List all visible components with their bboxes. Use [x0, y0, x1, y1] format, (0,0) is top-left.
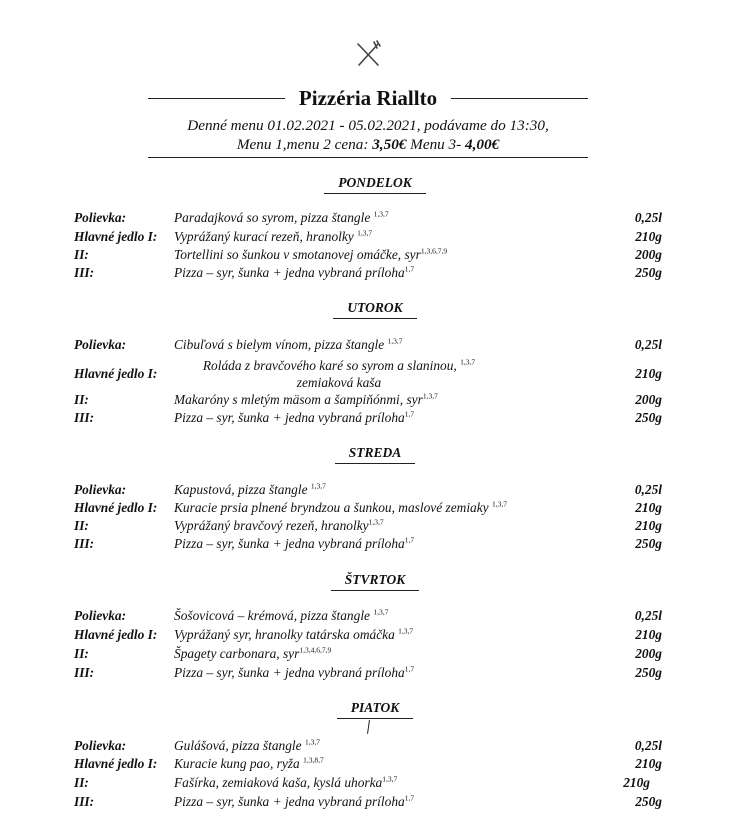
menu-row — [0, 646, 750, 665]
row-qty: 200g — [635, 646, 662, 661]
row-label: II: — [74, 247, 89, 262]
menu-subtitle — [148, 116, 588, 154]
subtitle-line-1: Denné menu 01.02.2021 - 05.02.2021, podávame do 13:30, — [187, 117, 549, 134]
menu-row — [0, 247, 750, 266]
row-dish: Kuracie kung pao, ryža $^{1,3,8,7}$ — [174, 755, 324, 771]
row-qty: 210g — [635, 518, 662, 533]
day-heading-piatok: PIATOK — [0, 700, 750, 719]
row-qty: 250g — [635, 536, 662, 551]
row-dish: Pizza – syr, šunka + jedna vybraná príloha$^{1,7}$ — [174, 264, 415, 280]
row-dish: Pizza – syr, šunka + jedna vybraná príloha$^{1,7}$ — [174, 535, 415, 551]
row-dish: Makaróny s mletým mäsom a šampiňónmi, syr$^{1,3,7}$ — [174, 391, 438, 407]
subtitle-menu12: Menu 1,menu 2 cena: — [236, 136, 369, 153]
row-qty: 200g — [635, 247, 662, 262]
row-label: Polievka: — [74, 482, 127, 497]
row-label: Hlavné jedlo I: — [74, 366, 158, 381]
row-dish: Tortellini so šunkou v smotanovej omáčke, syr$^{1,3,6,7,9}$ — [174, 246, 448, 262]
row-qty: 210g — [635, 500, 662, 515]
row-label: Polievka: — [74, 337, 127, 352]
row-qty: 0,25l — [634, 608, 662, 623]
menu-row — [0, 756, 750, 775]
row-label: III: — [74, 536, 95, 551]
row-label: II: — [74, 518, 89, 533]
page-title: Pizzéria Riallto — [298, 86, 438, 110]
menu-row — [0, 229, 750, 248]
row-qty: 210g — [635, 756, 662, 771]
stray-mark — [367, 720, 371, 734]
row-label: II: — [74, 775, 89, 790]
menu-row — [0, 518, 750, 537]
row-label: II: — [74, 392, 89, 407]
menu-row — [0, 500, 750, 519]
title-row — [148, 86, 588, 111]
row-dish: Pizza – syr, šunka + jedna vybraná príloha$^{1,7}$ — [174, 409, 415, 425]
row-dish: Cibuľová s bielym vínom, pizza štangle $^{1,3,7}$ — [174, 336, 403, 352]
day-heading-streda: STREDA — [0, 445, 750, 464]
menu-row — [0, 738, 750, 757]
row-label: Polievka: — [74, 608, 127, 623]
row-label: Hlavné jedlo I: — [74, 756, 158, 771]
row-dish: Vyprážaný kurací rezeň, hranolky $^{1,3,7}$ — [174, 228, 373, 244]
title-rule-right — [451, 98, 588, 99]
menu-row — [0, 410, 750, 429]
row-dish: Kuracie prsia plnené bryndzou a šunkou, maslové zemiaky $^{1,3,7}$ — [174, 499, 507, 515]
row-qty: 0,25l — [634, 210, 662, 225]
row-dish: Pizza – syr, šunka + jedna vybraná príloha$^{1,7}$ — [174, 793, 415, 809]
price-menu12: 3,50€ — [372, 136, 407, 153]
row-dish: Vyprážaný syr, hranolky tatárska omáčka $^{1,3,7}$ — [174, 626, 414, 642]
day-heading-utorok: UTOROK — [0, 300, 750, 319]
menu-row-wrapped-dish — [0, 357, 750, 393]
menu-row — [0, 627, 750, 646]
row-label: II: — [74, 646, 89, 661]
row-dish: Fašírka, zemiaková kaša, kyslá uhorka$^{1,3,7}$ — [174, 774, 398, 790]
row-dish: Vyprážaný bravčový rezeň, hranolky$^{1,3,7}$ — [174, 517, 384, 533]
day-heading-stvrtok: ŠTVRTOK — [0, 572, 750, 591]
row-qty: 250g — [635, 265, 662, 280]
row-label: Polievka: — [74, 210, 127, 225]
menu-row — [0, 482, 750, 501]
menu-row — [0, 392, 750, 411]
row-qty: 0,25l — [634, 482, 662, 497]
subtitle-menu3: Menu 3- — [410, 136, 462, 153]
menu-row — [0, 337, 750, 356]
row-qty: 210g — [635, 366, 662, 381]
row-dish: Pizza – syr, šunka + jedna vybraná príloha$^{1,7}$ — [174, 664, 415, 680]
row-qty: 250g — [635, 665, 662, 680]
row-qty: 250g — [635, 410, 662, 425]
row-dish: Paradajková so syrom, pizza štangle $^{1,3,7}$ — [174, 209, 389, 225]
row-label: Polievka: — [74, 738, 127, 753]
menu-row — [0, 536, 750, 555]
row-qty: 210g — [635, 229, 662, 244]
row-label: III: — [74, 794, 95, 809]
row-qty: 250g — [635, 794, 662, 809]
row-label: Hlavné jedlo I: — [74, 229, 158, 244]
row-dish: Gulášová, pizza štangle $^{1,3,7}$ — [174, 737, 320, 753]
row-dish: Roláda z bravčového karé so syrom a slaninou, $^{1,3,7}$ zemiaková kaša — [202, 357, 476, 390]
row-dish: Špagety carbonara, syr$^{1,3,4,6,7,9}$ — [174, 645, 332, 661]
menu-row — [0, 265, 750, 284]
fork-knife-icon — [354, 40, 382, 68]
row-label: Hlavné jedlo I: — [74, 627, 158, 642]
subtitle-line-2 — [148, 135, 588, 154]
menu-row — [0, 210, 750, 229]
row-qty: 0,25l — [634, 337, 662, 352]
row-label: III: — [74, 410, 95, 425]
title-rule-left — [148, 98, 285, 99]
row-dish: Kapustová, pizza štangle $^{1,3,7}$ — [174, 481, 326, 497]
row-qty: 200g — [635, 392, 662, 407]
menu-row — [0, 665, 750, 684]
row-label: III: — [74, 265, 95, 280]
subtitle-rule — [148, 157, 588, 158]
menu-row — [0, 794, 750, 813]
price-menu3: 4,00€ — [465, 136, 500, 153]
menu-row — [0, 608, 750, 627]
row-qty: 0,25l — [634, 738, 662, 753]
row-dish: Šošovicová – krémová, pizza štangle $^{1,3,7}$ — [174, 607, 389, 623]
row-qty: 210g — [623, 775, 650, 790]
menu-row — [0, 775, 750, 794]
day-heading-pondelok: PONDELOK — [0, 175, 750, 194]
row-label: III: — [74, 665, 95, 680]
row-label: Hlavné jedlo I: — [74, 500, 158, 515]
row-qty: 210g — [635, 627, 662, 642]
